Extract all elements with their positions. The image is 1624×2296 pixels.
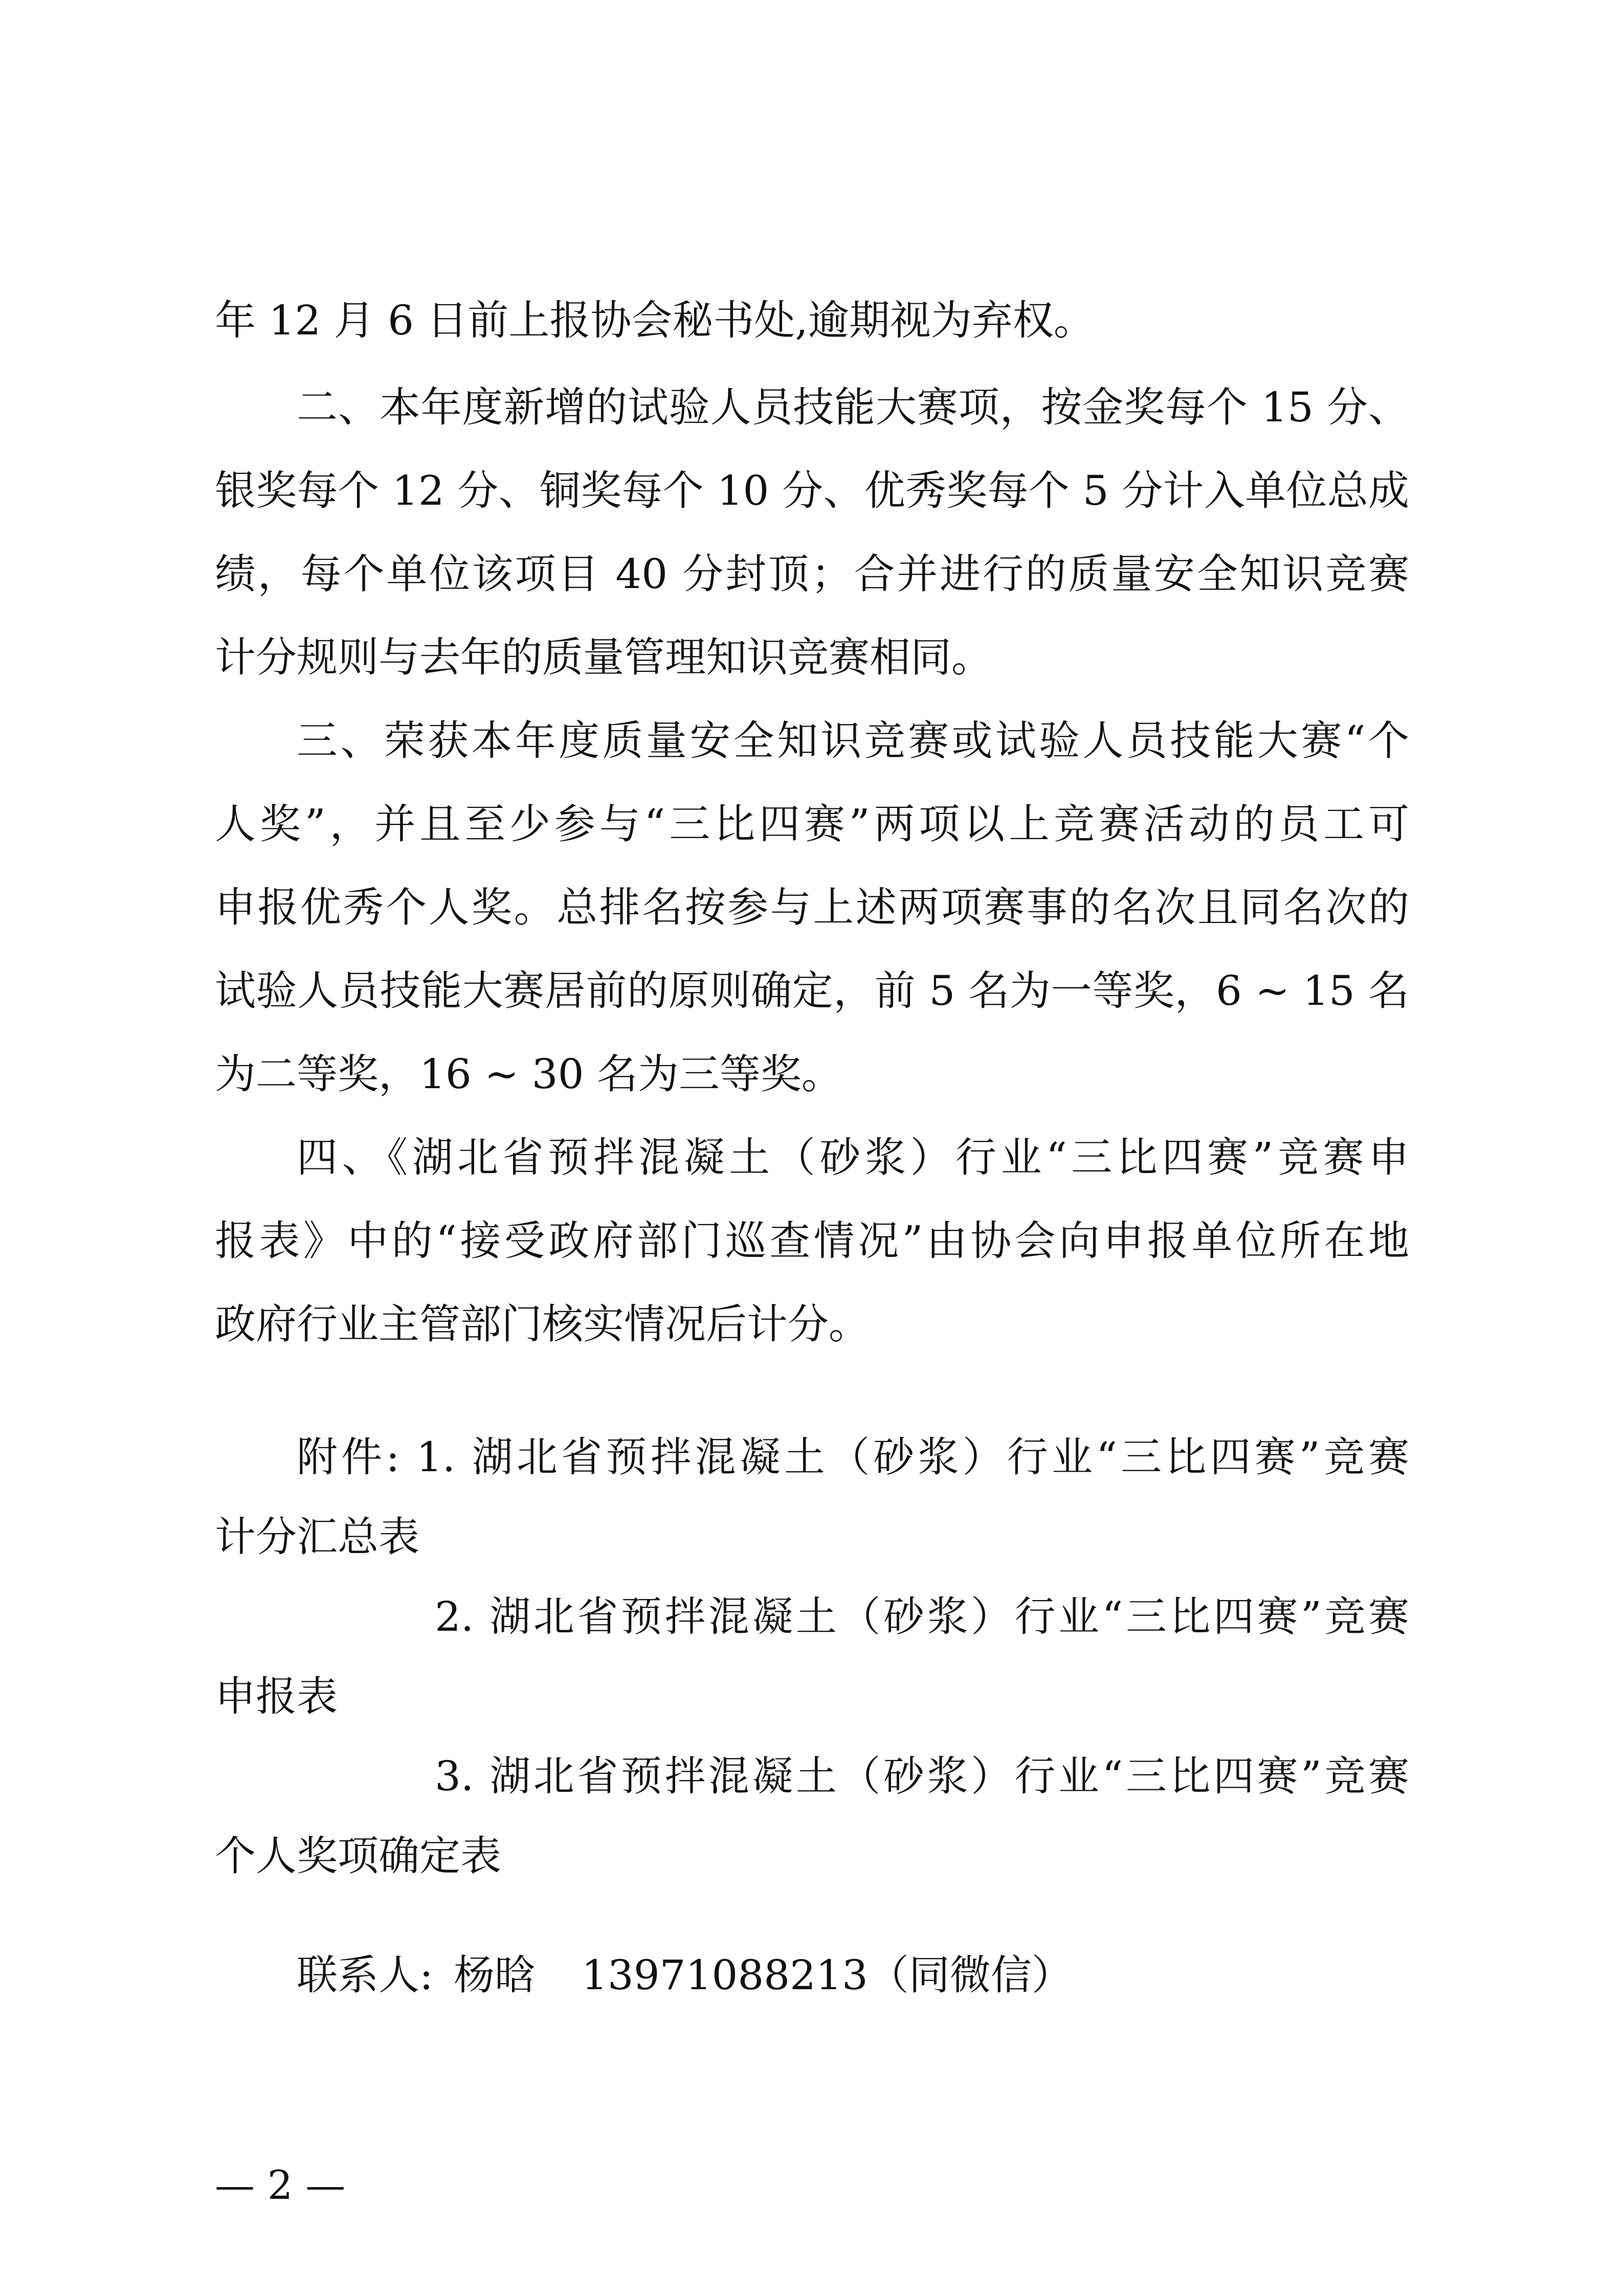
paragraph-3-line-4: 试验人员技能大赛居前的原则确定，前 5 名为一等奖，6 ~ 15 名 (215, 967, 1409, 1015)
attachment-3-line-1: 3. 湖北省预拌混凝土（砂浆）行业“三比四赛”竞赛 (435, 1752, 1409, 1800)
contact-line (297, 1951, 1073, 1999)
attachment-1-line-1: 附件: 1. 湖北省预拌混凝土（砂浆）行业“三比四赛”竞赛 (297, 1433, 1409, 1481)
paragraph-2-line-2: 银奖每个 12 分、铜奖每个 10 分、优秀奖每个 5 分计入单位总成 (215, 467, 1409, 514)
attachment-1-line-2: 计分汇总表 (215, 1513, 419, 1561)
paragraph-4-line-3: 政府行业主管部门核实情况后计分。 (215, 1300, 870, 1348)
paragraph-3-line-5: 为二等奖，16 ~ 30 名为三等奖。 (215, 1050, 842, 1098)
page-number: — 2 — (215, 2163, 346, 2209)
contact-label: 联系人: (297, 1951, 433, 1999)
attachment-2-line-1: 2. 湖北省预拌混凝土（砂浆）行业“三比四赛”竞赛 (435, 1593, 1409, 1640)
paragraph-line-1: 年 12 月 6 日前上报协会秘书处,逾期视为弃权。 (215, 297, 1095, 344)
paragraph-2-line-3: 绩，每个单位该项目 40 分封顶；合并进行的质量安全知识竞赛 (215, 550, 1409, 598)
attachment-2-line-2: 申报表 (215, 1673, 338, 1720)
paragraph-3-line-3: 申报优秀个人奖。总排名按参与上述两项赛事的名次且同名次的 (215, 884, 1409, 931)
contact-name: 杨晗 (453, 1951, 536, 1999)
contact-phone: 13971088213（同微信） (581, 1951, 1073, 1999)
paragraph-2-line-1: 二、本年度新增的试验人员技能大赛项，按金奖每个 15 分、 (297, 384, 1409, 431)
paragraph-2-line-4: 计分规则与去年的质量管理知识竞赛相同。 (215, 634, 992, 681)
attachment-3-line-2: 个人奖项确定表 (215, 1832, 501, 1880)
paragraph-3-line-2: 人奖”，并且至少参与“三比四赛”两项以上竞赛活动的员工可 (215, 800, 1409, 848)
paragraph-4-line-2: 报表》中的“接受政府部门巡查情况”由协会向申报单位所在地 (215, 1217, 1409, 1265)
paragraph-4-line-1: 四、《湖北省预拌混凝土（砂浆）行业“三比四赛”竞赛申 (297, 1134, 1409, 1181)
paragraph-3-line-1: 三、荣获本年度质量安全知识竞赛或试验人员技能大赛“个 (297, 717, 1409, 764)
